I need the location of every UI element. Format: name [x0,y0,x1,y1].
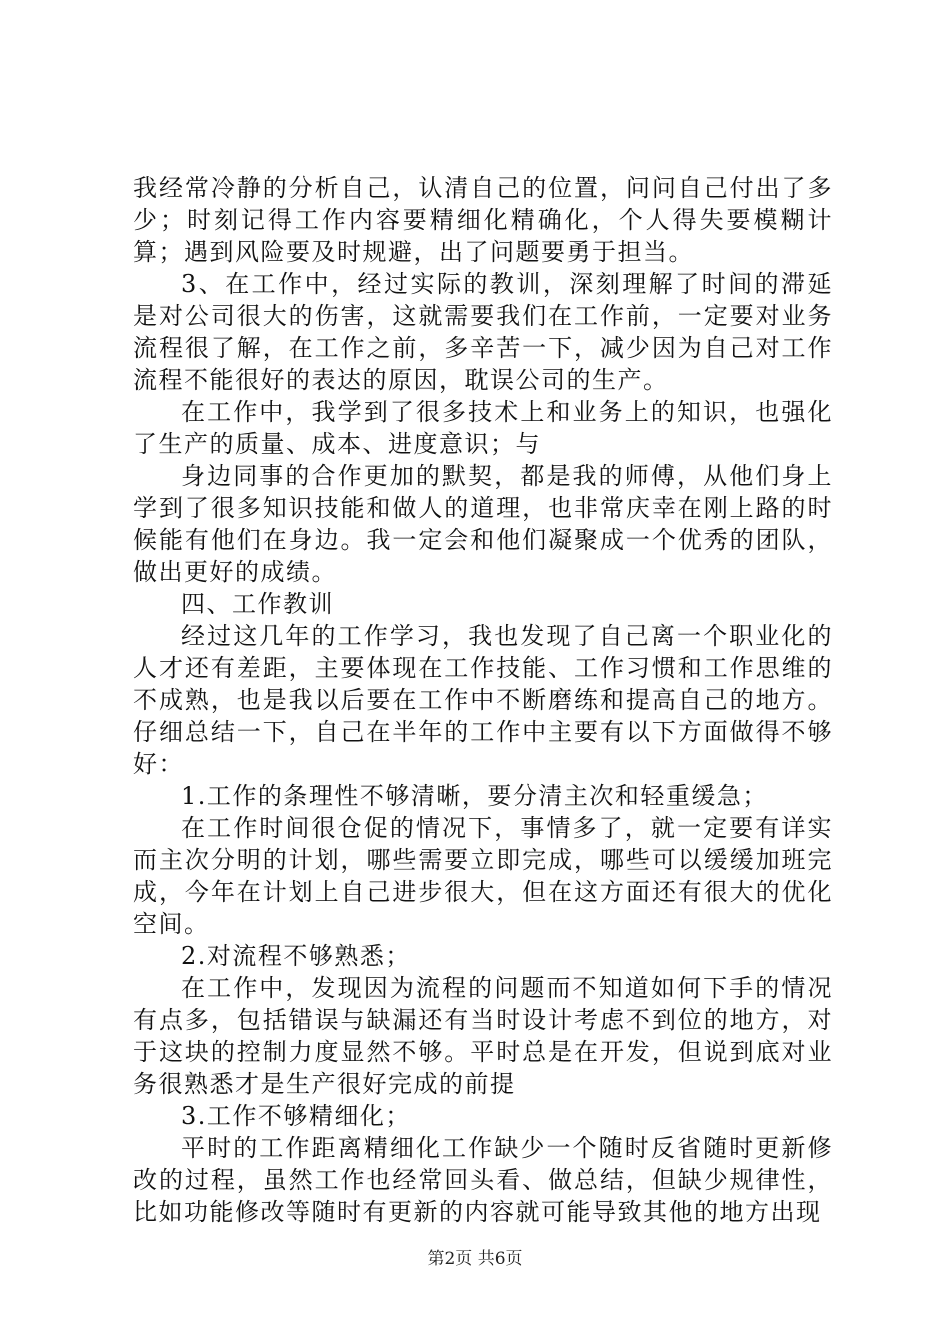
list-item-heading: 3.工作不够精细化； [181,1102,411,1130]
page-number-footer: 第2页 共6页 [427,1249,523,1269]
paragraph: 平时的工作距离精细化工作缺少一个随时反省随时更新修改的过程，虽然工作也经常回头看、做总结，但缺少规律性，比如功能修改等随时有更新的内容就可能导致其他的地方出现 [133,1134,833,1226]
paragraph: 身边同事的合作更加的默契，都是我的师傅，从他们身上学到了很多知识技能和做人的道理，也非常庆幸在刚上路的时候能有他们在身边。我一定会和他们凝聚成一个优秀的团队，做出更好的成绩。 [133,462,833,586]
section-heading: 四、工作教训 [181,590,334,618]
paragraph: 在工作中，发现因为流程的问题而不知道如何下手的情况有点多，包括错误与缺漏还有当时设计考虑不到位的地方，对于这块的控制力度显然不够。平时总是在开发，但说到底对业务很熟悉才是生产很好完成的前提 [133,974,833,1098]
list-item-heading: 2.对流程不够熟悉； [181,942,411,970]
document-body [133,172,833,1228]
paragraph: 经过这几年的工作学习，我也发现了自己离一个职业化的人才还有差距，主要体现在工作技能、工作习惯和工作思维的不成熟，也是我以后要在工作中不断磨练和提高自己的地方。仔细总结一下，自己在半年的工作中主要有以下方面做得不够好： [133,622,833,778]
paragraph: 3、在工作中，经过实际的教训，深刻理解了时间的滞延是对公司很大的伤害，这就需要我们在工作前，一定要对业务流程很了解，在工作之前，多辛苦一下，减少因为自己对工作流程不能很好的表达的原因，耽误公司的生产。 [133,270,833,394]
paragraph: 我经常冷静的分析自己，认清自己的位置，问问自己付出了多少；时刻记得工作内容要精细化精确化，个人得失要模糊计算；遇到风险要及时规避，出了问题要勇于担当。 [133,174,833,266]
paragraph: 在工作时间很仓促的情况下，事情多了，就一定要有详实而主次分明的计划，哪些需要立即完成，哪些可以缓缓加班完成，今年在计划上自己进步很大，但在这方面还有很大的优化空间。 [133,814,833,938]
paragraph: 在工作中，我学到了很多技术上和业务上的知识，也强化了生产的质量、成本、进度意识；与 [133,398,833,458]
list-item-heading: 1.工作的条理性不够清晰，要分清主次和轻重缓急； [181,782,768,810]
